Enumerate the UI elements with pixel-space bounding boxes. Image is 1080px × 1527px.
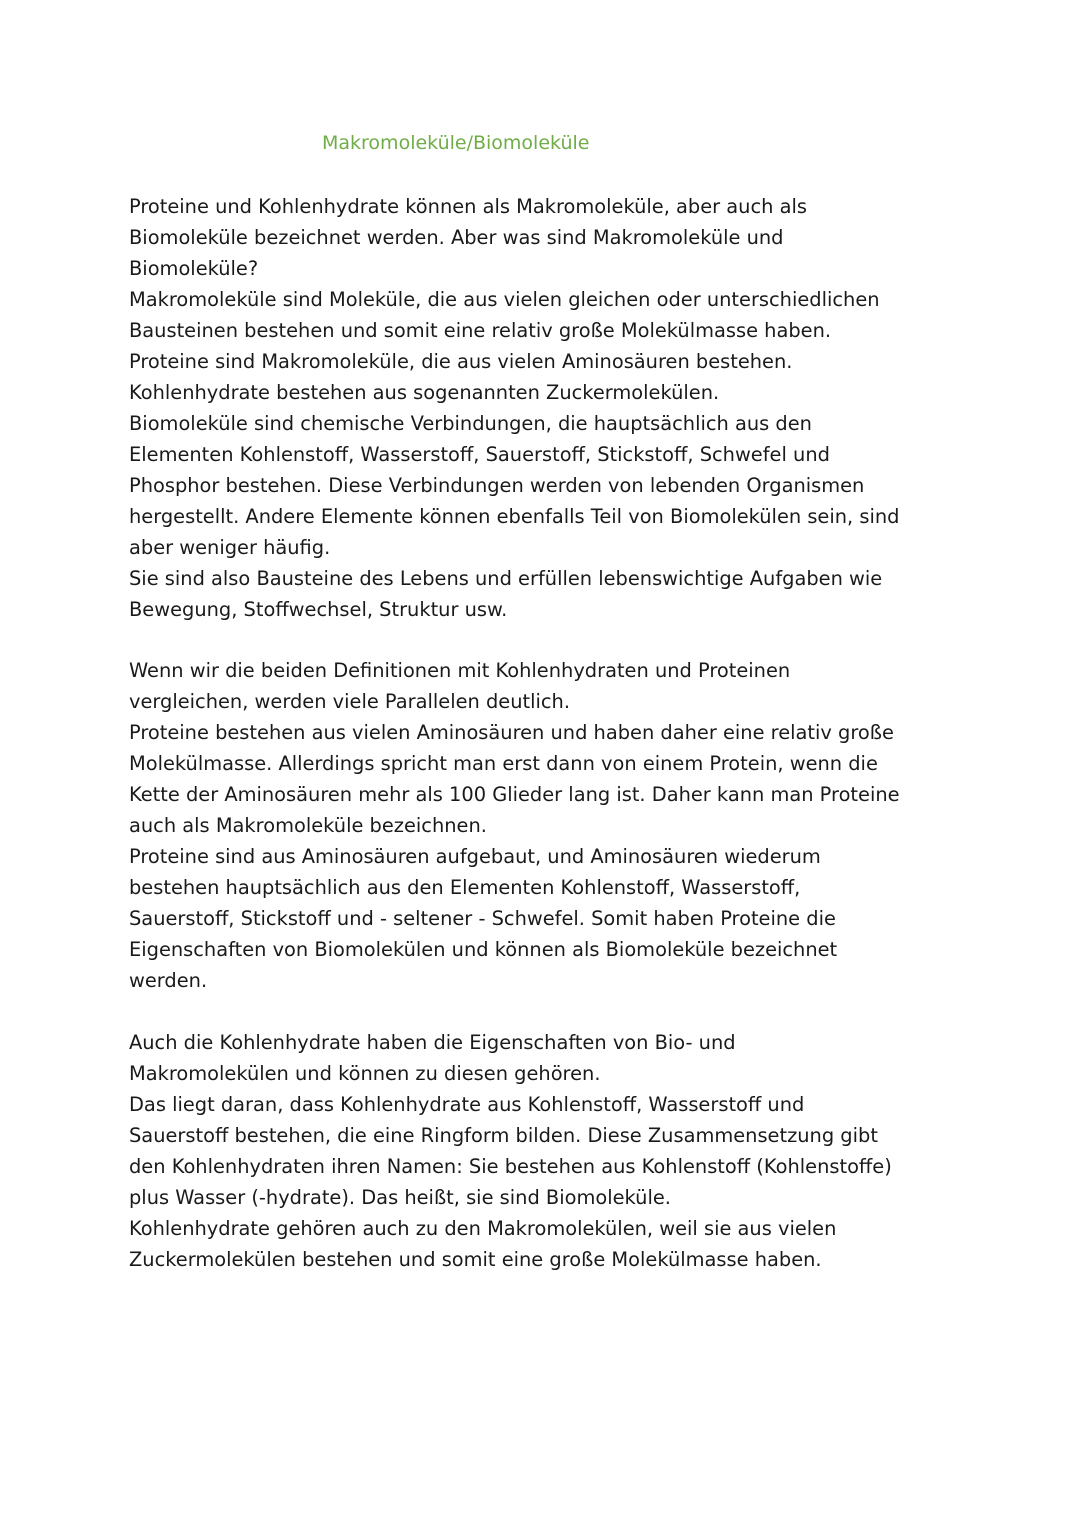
- text-line: Bewegung, Stoffwechsel, Struktur usw.: [129, 598, 508, 621]
- text-line: Proteine sind aus Aminosäuren aufgebaut, und Aminosäuren wiederum: [129, 845, 821, 868]
- document-title: Makromoleküle/Biomoleküle: [322, 132, 590, 154]
- text-line: Proteine bestehen aus vielen Aminosäuren und haben daher eine relativ große: [129, 721, 894, 744]
- text-line: Biomoleküle?: [129, 257, 259, 280]
- paragraph-carbohydrates: [129, 1027, 892, 1275]
- text-line: Kohlenhydrate bestehen aus sogenannten Zuckermolekülen.: [129, 381, 720, 404]
- paragraph-definitions: [129, 191, 899, 625]
- text-line: bestehen hauptsächlich aus den Elementen Kohlenstoff, Wasserstoff,: [129, 876, 801, 899]
- text-line: Biomoleküle sind chemische Verbindungen, die hauptsächlich aus den: [129, 412, 812, 435]
- text-line: Phosphor bestehen. Diese Verbindungen werden von lebenden Organismen: [129, 474, 865, 497]
- text-line: vergleichen, werden viele Parallelen deutlich.: [129, 690, 570, 713]
- text-line: Auch die Kohlenhydrate haben die Eigenschaften von Bio- und: [129, 1031, 736, 1054]
- text-line: Zuckermolekülen bestehen und somit eine große Molekülmasse haben.: [129, 1248, 822, 1271]
- text-line: werden.: [129, 969, 208, 992]
- text-line: Sauerstoff, Stickstoff und - seltener - Schwefel. Somit haben Proteine die: [129, 907, 836, 930]
- text-line: Kohlenhydrate gehören auch zu den Makromolekülen, weil sie aus vielen: [129, 1217, 837, 1240]
- text-line: auch als Makromoleküle bezeichnen.: [129, 814, 487, 837]
- text-line: plus Wasser (-hydrate). Das heißt, sie sind Biomoleküle.: [129, 1186, 671, 1209]
- text-line: Biomoleküle bezeichnet werden. Aber was sind Makromoleküle und: [129, 226, 784, 249]
- text-line: Makromoleküle sind Moleküle, die aus vielen gleichen oder unterschiedlichen: [129, 288, 880, 311]
- text-line: Proteine sind Makromoleküle, die aus vielen Aminosäuren bestehen.: [129, 350, 793, 373]
- text-line: hergestellt. Andere Elemente können ebenfalls Teil von Biomolekülen sein, sind: [129, 505, 900, 528]
- text-line: Bausteinen bestehen und somit eine relativ große Molekülmasse haben.: [129, 319, 832, 342]
- text-line: Proteine und Kohlenhydrate können als Makromoleküle, aber auch als: [129, 195, 807, 218]
- text-line: Kette der Aminosäuren mehr als 100 Glieder lang ist. Daher kann man Proteine: [129, 783, 900, 806]
- text-line: Eigenschaften von Biomolekülen und können als Biomoleküle bezeichnet: [129, 938, 838, 961]
- text-line: Elementen Kohlenstoff, Wasserstoff, Sauerstoff, Stickstoff, Schwefel und: [129, 443, 830, 466]
- text-line: Sie sind also Bausteine des Lebens und erfüllen lebenswichtige Aufgaben wie: [129, 567, 883, 590]
- text-line: den Kohlenhydraten ihren Namen: Sie bestehen aus Kohlenstoff (Kohlenstoffe): [129, 1155, 892, 1178]
- text-line: Makromolekülen und können zu diesen gehören.: [129, 1062, 601, 1085]
- text-line: aber weniger häufig.: [129, 536, 331, 559]
- text-line: Wenn wir die beiden Definitionen mit Kohlenhydraten und Proteinen: [129, 659, 791, 682]
- text-line: Molekülmasse. Allerdings spricht man erst dann von einem Protein, wenn die: [129, 752, 878, 775]
- paragraph-proteins: [129, 655, 900, 996]
- text-line: Sauerstoff bestehen, die eine Ringform bilden. Diese Zusammensetzung gibt: [129, 1124, 878, 1147]
- text-line: Das liegt daran, dass Kohlenhydrate aus Kohlenstoff, Wasserstoff und: [129, 1093, 805, 1116]
